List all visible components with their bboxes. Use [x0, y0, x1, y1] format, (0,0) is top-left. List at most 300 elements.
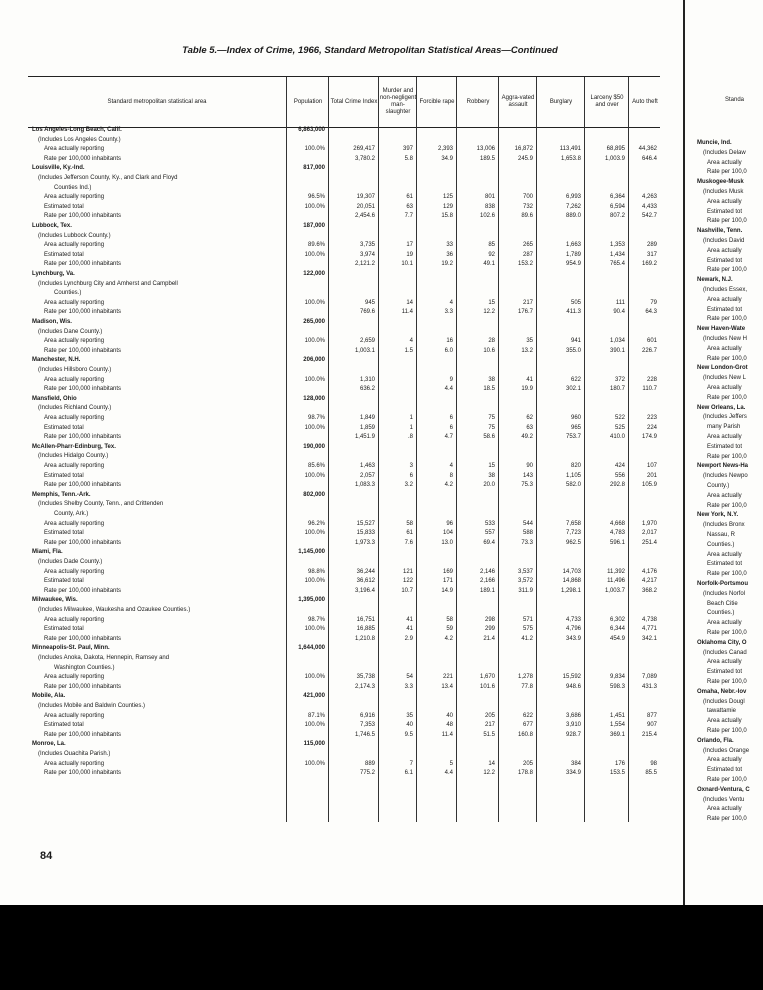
cell-ro: 75: [488, 415, 495, 421]
area-name: (Includes Mobile and Baldwin Counties.): [38, 703, 146, 709]
cell-ro: 205: [484, 712, 495, 719]
cell-ag: 89.6: [521, 213, 533, 220]
cell-r: 14.9: [441, 587, 453, 594]
area-name: County, Ark.): [54, 511, 89, 517]
cell-ro: 21.4: [483, 635, 495, 642]
table-row: [28, 146, 660, 155]
cell-ro: 10.6: [483, 347, 495, 354]
strip-line: Rate per 100,0: [707, 630, 747, 636]
strip-line: New London-Grot: [697, 365, 748, 372]
strip-line: Newark, N.J.: [697, 277, 733, 284]
table-row: [28, 492, 660, 501]
cell-r: 129: [442, 203, 453, 210]
strip-line: (Includes Dougl: [703, 698, 745, 705]
cell-t: 769.6: [359, 309, 375, 316]
cell-bu: 622: [570, 376, 581, 383]
cell-p: 817,000: [303, 165, 325, 172]
cell-bu: 962.5: [565, 539, 581, 546]
cell-ro: 75: [488, 424, 495, 431]
table-row: [28, 761, 660, 770]
table-row: [28, 386, 660, 395]
cell-r: 125: [442, 194, 453, 201]
cell-r: 58: [446, 616, 453, 623]
cell-au: 223: [646, 415, 657, 421]
column-header: Auto theft: [628, 77, 661, 127]
cell-ag: 311.9: [518, 587, 533, 594]
area-name: Manchester, N.H.: [32, 357, 81, 364]
cell-ro: 801: [484, 194, 495, 201]
table-row: [28, 597, 660, 606]
strip-header: Standa: [725, 97, 745, 103]
cell-p: 98.8%: [307, 568, 325, 575]
cell-m: 54: [406, 674, 413, 681]
cell-m: 6.1: [404, 770, 413, 777]
cell-t: 19,307: [356, 194, 375, 201]
table-row: [28, 348, 660, 357]
strip-line: County.): [707, 483, 730, 489]
cell-p: 100.0%: [304, 578, 325, 585]
table-row: [28, 559, 660, 568]
cell-t: 1,310: [359, 376, 375, 383]
table-row: [28, 425, 660, 434]
cell-ro: 217: [484, 722, 495, 729]
area-name: Miami, Fla.: [32, 549, 63, 556]
area-name: (Includes Hillsboro County.): [38, 367, 112, 373]
cell-p: 100.0%: [304, 674, 325, 681]
cell-t: 36,244: [356, 568, 375, 575]
table-row: [28, 338, 660, 347]
cell-t: 1,463: [359, 463, 375, 469]
cell-l: 596.1: [609, 539, 625, 546]
strip-line: Muskogee-Musk: [697, 179, 744, 186]
strip-line: Nashville, Tenn.: [697, 228, 743, 235]
cell-p: 190,000: [303, 443, 325, 450]
table-row: [28, 329, 660, 338]
cell-au: 1,970: [641, 520, 657, 527]
cell-l: 176: [614, 760, 625, 767]
cell-ag: 700: [522, 194, 533, 201]
area-name: Estimated total: [44, 626, 84, 633]
cell-bu: 1,789: [565, 251, 581, 258]
cell-ag: 205: [522, 760, 533, 767]
cell-r: 5: [449, 760, 453, 767]
cell-p: 100.0%: [304, 530, 325, 537]
cell-p: 100.0%: [304, 472, 325, 479]
strip-line: Rate per 100,0: [707, 267, 747, 274]
cell-au: 201: [646, 472, 657, 479]
table-row: [28, 722, 660, 731]
table-row: [28, 645, 660, 654]
cell-t: 945: [364, 299, 375, 306]
table-row: [28, 521, 660, 530]
strip-line: Rate per 100,0: [707, 679, 747, 685]
cell-ag: 571: [522, 616, 533, 623]
cell-m: 61: [406, 530, 413, 537]
area-name: Area actually reporting: [44, 376, 105, 383]
cell-bu: 753.7: [565, 434, 581, 441]
cell-t: 775.2: [359, 770, 375, 777]
cell-ro: 533: [484, 520, 495, 527]
cell-m: 19: [406, 251, 413, 258]
table-row: [28, 684, 660, 693]
strip-line: Rate per 100,0: [707, 355, 747, 362]
strip-line: Area actually: [707, 198, 742, 205]
cell-l: 153.5: [609, 770, 625, 777]
cell-ro: 51.5: [483, 731, 495, 738]
cell-bu: 411.3: [566, 309, 581, 316]
cell-p: 89.6%: [307, 242, 325, 249]
area-name: (Includes Lubbock County.): [38, 232, 111, 239]
area-name: Area actually reporting: [44, 194, 105, 201]
cell-r: 4.2: [444, 635, 453, 642]
area-name: Rate per 100,000 inhabitants: [44, 482, 122, 489]
cell-p: 802,000: [303, 491, 325, 498]
strip-line: Counties.): [707, 610, 735, 617]
cell-ag: 160.8: [517, 731, 533, 738]
strip-line: Estimated tot: [707, 306, 743, 313]
cell-bu: 7,262: [565, 203, 581, 210]
cell-au: 368.2: [641, 587, 657, 594]
cell-ro: 92: [488, 251, 495, 258]
cell-m: 35: [406, 712, 413, 719]
cell-au: 317: [646, 251, 657, 258]
table-row: [28, 693, 660, 702]
cell-l: 525: [614, 424, 625, 431]
strip-line: Area actually: [707, 659, 742, 666]
strip-line: Oklahoma City, O: [697, 639, 747, 646]
cell-bu: 954.9: [565, 261, 581, 268]
table-row: [28, 165, 660, 174]
scan-border: [0, 905, 763, 990]
area-name: Area actually reporting: [44, 463, 105, 469]
cell-au: 907: [646, 722, 657, 729]
strip-line: many Parish: [707, 424, 741, 431]
cell-p: 115,000: [303, 741, 325, 748]
area-name: Area actually reporting: [44, 616, 105, 623]
cell-ag: 13.2: [521, 347, 533, 354]
strip-line: Estimated tot: [707, 443, 743, 450]
area-name: Lynchburg, Va.: [32, 271, 75, 277]
table-row: [28, 674, 660, 683]
cell-ag: 3,537: [517, 568, 533, 575]
table-row: [28, 588, 660, 597]
cell-m: 10.7: [401, 587, 413, 594]
area-name: Counties.): [54, 290, 82, 297]
cell-ag: 143: [522, 472, 533, 479]
cell-bu: 7,723: [565, 530, 581, 537]
cell-t: 6,916: [359, 712, 375, 719]
table-row: [28, 175, 660, 184]
cell-ro: 15: [488, 299, 495, 306]
table-row: [28, 732, 660, 741]
table-row: [28, 703, 660, 712]
cell-m: 121: [402, 568, 413, 575]
cell-r: 104: [442, 530, 453, 537]
cell-ro: 14: [488, 760, 495, 767]
cell-t: 2,057: [359, 472, 375, 479]
cell-p: 96.2%: [307, 520, 325, 527]
cell-ro: 838: [484, 203, 495, 210]
area-name: Rate per 100,000 inhabitants: [44, 587, 122, 594]
cell-r: 169: [442, 568, 453, 575]
cell-p: 100.0%: [304, 338, 325, 345]
table-row: [28, 319, 660, 328]
strip-line: Estimated tot: [707, 669, 743, 676]
cell-ag: 62: [526, 415, 533, 421]
strip-line: tawattamie: [707, 708, 737, 715]
column-header: Aggra-vated assault: [498, 77, 537, 127]
area-name: Area actually reporting: [44, 568, 105, 575]
cell-t: 15,527: [356, 520, 375, 527]
cell-ag: 35: [526, 338, 533, 345]
cell-m: 3.3: [404, 683, 413, 690]
area-name: Monroe, La.: [32, 741, 66, 748]
table-row: [28, 453, 660, 462]
cell-ag: 732: [522, 203, 533, 210]
table-row: [28, 213, 660, 222]
cell-ag: 16,872: [514, 146, 533, 153]
strip-line: Rate per 100,0: [707, 453, 747, 460]
strip-line: Area actually: [707, 718, 742, 725]
cell-ag: 3,572: [517, 578, 533, 585]
cell-ro: 102.6: [479, 213, 495, 220]
strip-line: Area actually: [707, 551, 742, 558]
area-name: Rate per 100,000 inhabitants: [44, 434, 122, 441]
cell-t: 1,083.3: [354, 482, 375, 489]
cell-ag: 19.9: [521, 386, 533, 393]
strip-line: Counties.): [707, 541, 735, 548]
cell-au: 105.9: [641, 482, 657, 489]
cell-l: 11,496: [607, 578, 625, 585]
cell-bu: 505: [570, 299, 581, 306]
area-name: Estimated total: [44, 203, 84, 210]
cell-r: 11.4: [441, 731, 453, 738]
cell-m: 1: [409, 424, 413, 431]
table-row: [28, 636, 660, 645]
area-name: Area actually reporting: [44, 338, 105, 345]
cell-r: 33: [446, 242, 453, 249]
table-row: [28, 357, 660, 366]
area-name: Estimated total: [44, 472, 84, 479]
cell-ro: 101.6: [479, 683, 495, 690]
cell-t: 3,735: [359, 242, 375, 249]
cell-r: 13.0: [441, 539, 453, 546]
strip-line: Rate per 100,0: [707, 728, 747, 734]
strip-line: Estimated tot: [707, 208, 743, 215]
cell-l: 1,554: [609, 722, 625, 729]
cell-bu: 1,298.1: [560, 587, 581, 594]
strip-line: New York, N.Y.: [697, 512, 739, 519]
area-name: (Includes Hidalgo County.): [38, 453, 109, 460]
area-name: Area actually reporting: [44, 520, 105, 527]
column-header: Larceny $50 and over: [584, 77, 629, 127]
cell-ro: 2,166: [479, 578, 495, 585]
cell-l: 1,434: [609, 251, 625, 258]
cell-au: 7,089: [641, 674, 657, 681]
cell-ag: 176.7: [517, 309, 533, 316]
table-row: [28, 473, 660, 482]
cell-m: 397: [402, 146, 413, 153]
area-name: Area actually reporting: [44, 760, 105, 767]
cell-p: 100.0%: [304, 203, 325, 210]
cell-t: 3,780.2: [354, 155, 375, 162]
cell-m: 3.2: [404, 482, 413, 489]
cell-m: 40: [406, 722, 413, 729]
area-name: Estimated total: [44, 530, 84, 537]
strip-line: Area actually: [707, 757, 742, 764]
cell-t: 636.2: [359, 386, 375, 393]
area-name: Rate per 100,000 inhabitants: [44, 770, 122, 777]
table-row: [28, 223, 660, 232]
cell-p: 100.0%: [304, 760, 325, 767]
column-header: Forcible rape: [416, 77, 457, 127]
area-name: Madison, Wis.: [32, 319, 72, 325]
strip-line: Rate per 100,0: [707, 316, 747, 323]
cell-l: 1,034: [609, 338, 625, 345]
area-name: Mansfield, Ohio: [32, 395, 77, 402]
cell-bu: 4,796: [565, 626, 581, 633]
cell-p: 122,000: [303, 271, 325, 277]
area-name: Area actually reporting: [44, 415, 105, 421]
cell-bu: 948.6: [565, 683, 581, 690]
strip-line: Area actually: [707, 247, 742, 254]
cell-t: 35,738: [356, 674, 375, 681]
table-row: [28, 444, 660, 453]
cell-au: 646.4: [641, 155, 657, 162]
cell-l: 180.7: [609, 386, 625, 393]
strip-line: Newport News-Ha: [697, 463, 749, 470]
cell-m: 5.8: [404, 155, 413, 162]
cell-bu: 941: [570, 338, 581, 345]
cell-m: 17: [406, 242, 413, 249]
table-row: [28, 309, 660, 318]
strip-line: (Includes New L: [703, 375, 747, 382]
cell-ag: 217: [522, 299, 533, 306]
area-name: Estimated total: [44, 578, 84, 585]
table-row: [28, 367, 660, 376]
column-header: Murder and non-negligent man-slaughter: [378, 77, 417, 127]
strip-line: Norfolk-Portsmou: [697, 581, 748, 587]
cell-t: 1,859: [359, 424, 375, 431]
cell-bu: 965: [570, 424, 581, 431]
table-row: [28, 137, 660, 146]
cell-t: 1,003.1: [354, 347, 375, 354]
cell-t: 2,659: [359, 338, 375, 345]
cell-p: 100.0%: [304, 299, 325, 306]
cell-r: 3.3: [444, 309, 453, 316]
cell-t: 1,849: [359, 415, 375, 421]
table-row: [28, 252, 660, 261]
strip-line: (Includes Bronx: [703, 522, 745, 529]
cell-au: 110.7: [642, 386, 657, 393]
strip-line: Area actually: [707, 345, 742, 352]
table-row: [28, 271, 660, 280]
table-title: Table 5.—Index of Crime, 1966, Standard Metropolitan Statistical Areas—Continued: [182, 45, 558, 56]
cell-ro: 298: [484, 616, 495, 623]
cell-p: 1,395,000: [298, 597, 325, 604]
table-row: [28, 233, 660, 242]
area-name: Area actually reporting: [44, 299, 105, 306]
strip-line: Orlando, Fla.: [697, 737, 734, 744]
cell-ag: 287: [522, 251, 533, 258]
cell-r: 4.7: [444, 434, 453, 441]
cell-r: 16: [446, 338, 453, 345]
cell-au: 174.9: [641, 434, 657, 441]
cell-l: 4,783: [609, 530, 625, 537]
cell-l: 410.0: [609, 434, 625, 441]
cell-au: 4,433: [641, 203, 657, 210]
cell-m: 7: [409, 760, 413, 767]
cell-t: 16,751: [356, 616, 375, 623]
cell-p: 265,000: [303, 319, 325, 325]
cell-t: 7,353: [359, 722, 375, 729]
cell-t: 1,210.8: [354, 635, 375, 642]
strip-line: Area actually: [707, 620, 742, 627]
cell-au: 289: [646, 242, 657, 249]
table-row: [28, 194, 660, 203]
cell-ro: 49.1: [483, 261, 495, 268]
area-name: Louisville, Ky.-Ind.: [32, 165, 85, 172]
cell-r: 171: [442, 578, 453, 585]
area-name: (Includes Lynchburg City and Amherst and Campbell: [38, 280, 178, 287]
cell-bu: 820: [570, 463, 581, 469]
cell-au: 215.4: [641, 731, 657, 738]
strip-line: Rate per 100,0: [707, 816, 747, 823]
strip-line: Area actually: [707, 806, 742, 813]
cell-m: 11.4: [401, 309, 413, 316]
cell-au: 251.4: [641, 539, 657, 546]
cell-m: 63: [406, 203, 413, 210]
cell-l: 6,594: [609, 203, 625, 210]
cell-ag: 77.8: [521, 683, 533, 690]
table-row: [28, 242, 660, 251]
table-row: [28, 377, 660, 386]
strip-line: (Includes Musk: [703, 189, 744, 195]
cell-ro: 38: [488, 472, 495, 479]
cell-l: 369.1: [609, 731, 625, 738]
strip-line: (Includes Delaw: [703, 149, 746, 156]
table-row: [28, 569, 660, 578]
cell-p: 100.0%: [304, 146, 325, 153]
cell-ro: 85: [488, 242, 495, 249]
cell-ro: 1,670: [479, 674, 495, 681]
cell-p: 1,644,000: [298, 645, 325, 652]
cell-bu: 7,658: [565, 520, 581, 527]
cell-t: 889: [364, 760, 375, 767]
cell-l: 9,834: [609, 674, 625, 681]
cell-ag: 153.2: [517, 261, 533, 268]
strip-line: Rate per 100,0: [707, 394, 747, 401]
cell-l: 807.2: [609, 213, 625, 220]
cell-r: 9: [449, 376, 453, 383]
cell-ro: 58.6: [483, 434, 495, 441]
cell-l: 1,451: [609, 712, 625, 719]
cell-au: 4,738: [641, 616, 657, 623]
cell-l: 11,392: [607, 568, 625, 575]
table-row: [28, 655, 660, 664]
cell-ag: 41: [526, 376, 533, 383]
cell-l: 1,003.7: [604, 587, 625, 594]
table-row: [28, 511, 660, 520]
cell-bu: 343.9: [565, 635, 581, 642]
strip-line: Rate per 100,0: [707, 169, 747, 176]
cell-ro: 38: [488, 376, 495, 383]
area-name: Area actually reporting: [44, 674, 105, 681]
cell-r: 6.0: [444, 347, 453, 354]
cell-t: 2,121.2: [354, 261, 375, 268]
strip-line: Nassau, R: [707, 532, 736, 538]
cell-p: 98.7%: [307, 616, 325, 623]
